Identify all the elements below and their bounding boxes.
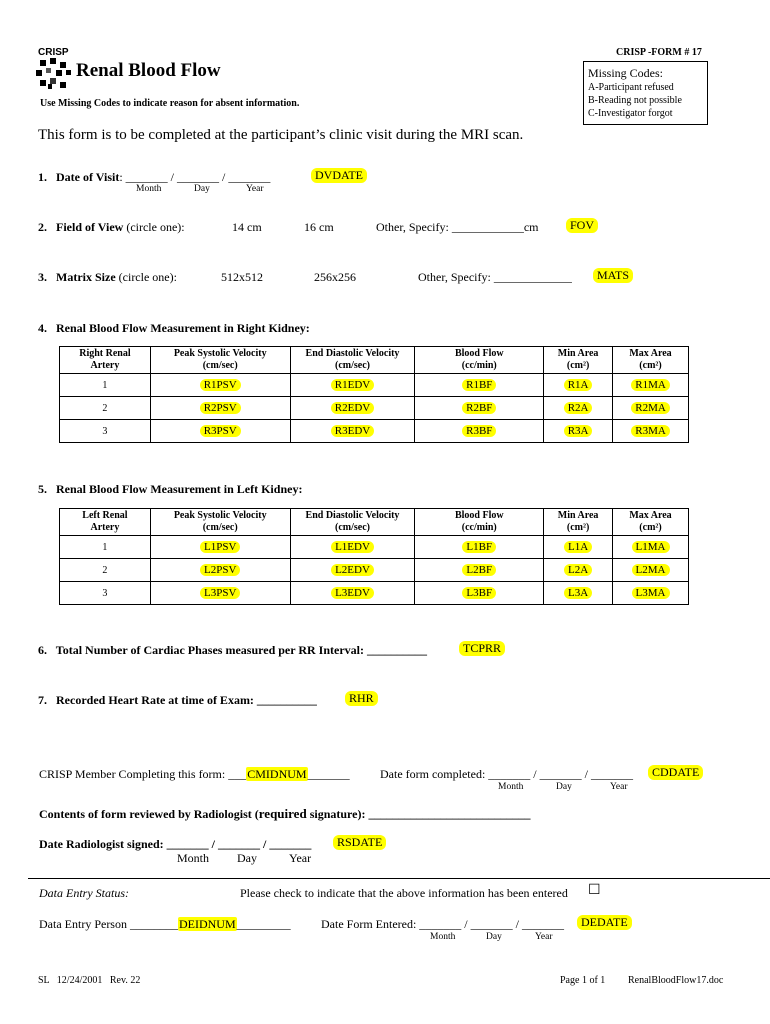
missing-codes-box [583, 61, 708, 125]
table-row [60, 536, 689, 559]
form-id: CRISP -FORM # 17 [616, 47, 702, 58]
q4 [38, 321, 310, 336]
rad-year-label: Year [289, 851, 312, 865]
edv-cell[interactable]: R3EDV [290, 420, 415, 443]
member-pre: CRISP Member Completing this form: ___ [39, 767, 247, 781]
missing-codes-instruction: Use Missing Codes to indicate reason for absent information. [40, 98, 300, 109]
q1-date-blanks[interactable]: : _______ / _______ / _______ [119, 170, 271, 184]
q1 [38, 170, 270, 185]
min-area-cell[interactable]: R2A [544, 397, 613, 420]
fov-option-14cm[interactable]: 14 cm [232, 220, 262, 234]
q2-label: Field of View [56, 220, 124, 234]
q5-label: Renal Blood Flow Measurement in Left Kidney: [56, 482, 303, 496]
q5-number: 5. [38, 482, 47, 496]
header-artery: Right Renal Artery [60, 347, 151, 374]
header-psv: Peak Systolic Velocity (cm/sec) [150, 347, 290, 374]
header-min-area: Min Area (cm²) [544, 347, 613, 374]
psv-cell[interactable]: L3PSV [150, 582, 290, 605]
header-bf: Blood Flow (cc/min) [415, 509, 544, 536]
min-area-cell[interactable]: R1A [544, 374, 613, 397]
edv-cell[interactable]: R2EDV [290, 397, 415, 420]
footer-filename: RenalBloodFlow17.doc [628, 975, 724, 986]
intro-text: This form is to be completed at the participant’s clinic visit during the MRI scan. [38, 127, 524, 143]
q2-code: FOV [566, 218, 598, 233]
member-code: CMIDNUM [247, 767, 307, 781]
missing-code-c: C-Investigator forgot [588, 108, 673, 119]
radiologist-date-code: RSDATE [333, 835, 386, 850]
max-area-cell[interactable]: L3MA [613, 582, 689, 605]
data-entry-status: Data Entry Status: [39, 886, 129, 900]
footer-page: Page 1 of 1 [560, 975, 606, 986]
bf-cell[interactable]: R1BF [415, 374, 544, 397]
data-entry-check-text: Please check to indicate that the above information has been entered [240, 886, 568, 900]
person-code: DEIDNUM [178, 917, 236, 931]
artery-num: 2 [60, 397, 151, 420]
matrix-option-other[interactable]: Other, Specify: _____________ [418, 270, 572, 284]
missing-codes-title: Missing Codes: [588, 66, 664, 80]
completed-day-label: Day [556, 782, 572, 792]
person-pre: Data Entry Person ________ [39, 917, 178, 931]
bf-cell[interactable]: L2BF [415, 559, 544, 582]
member-line[interactable] [39, 767, 350, 782]
psv-cell[interactable]: L2PSV [150, 559, 290, 582]
table-row [60, 397, 689, 420]
crisp-logo-icon [36, 58, 72, 90]
psv-cell[interactable]: R1PSV [150, 374, 290, 397]
right-kidney-table [59, 346, 689, 443]
date-form-entered[interactable]: Date Form Entered: _______ / _______ / _______ [321, 917, 564, 931]
artery-num: 2 [60, 559, 151, 582]
q4-number: 4. [38, 321, 47, 335]
q3-hint: (circle one): [118, 270, 177, 284]
review-text-b: signature): ___________________________ [306, 807, 531, 821]
psv-cell[interactable]: R3PSV [150, 420, 290, 443]
entered-day-label: Day [486, 932, 502, 942]
review-required: required [258, 806, 307, 821]
section-divider [28, 878, 770, 879]
table-header-row [60, 509, 689, 536]
entered-year-label: Year [535, 932, 553, 942]
q7 [38, 693, 317, 708]
header-edv: End Diastolic Velocity (cm/sec) [290, 509, 415, 536]
q1-month-label: Month [136, 184, 162, 194]
q1-number: 1. [38, 170, 47, 184]
fov-option-other[interactable]: Other, Specify: ____________cm [376, 220, 539, 234]
table-row [60, 374, 689, 397]
completed-year-label: Year [610, 782, 628, 792]
q4-label: Renal Blood Flow Measurement in Right Kidney: [56, 321, 310, 335]
q7-number: 7. [38, 693, 47, 707]
bf-cell[interactable]: L3BF [415, 582, 544, 605]
bf-cell[interactable]: L1BF [415, 536, 544, 559]
header-edv: End Diastolic Velocity (cm/sec) [290, 347, 415, 374]
bf-cell[interactable]: R3BF [415, 420, 544, 443]
entered-month-label: Month [430, 932, 456, 942]
header-max-area: Max Area (cm²) [613, 347, 689, 374]
q3-number: 3. [38, 270, 47, 284]
psv-cell[interactable]: L1PSV [150, 536, 290, 559]
max-area-cell[interactable]: L1MA [613, 536, 689, 559]
min-area-cell[interactable]: L2A [544, 559, 613, 582]
matrix-option-256[interactable]: 256x256 [314, 270, 356, 284]
q7-label[interactable]: Recorded Heart Rate at time of Exam: __________ [56, 693, 317, 707]
matrix-option-512[interactable]: 512x512 [221, 270, 263, 284]
max-area-cell[interactable]: R2MA [613, 397, 689, 420]
artery-num: 3 [60, 582, 151, 605]
q3 [38, 270, 177, 285]
min-area-cell[interactable]: L1A [544, 536, 613, 559]
radiologist-review[interactable] [39, 806, 530, 822]
table-header-row [60, 347, 689, 374]
person-post: _________ [236, 917, 291, 931]
edv-cell[interactable]: R1EDV [290, 374, 415, 397]
fov-option-16cm[interactable]: 16 cm [304, 220, 334, 234]
q6-label[interactable]: Total Number of Cardiac Phases measured per RR Interval: __________ [55, 643, 428, 657]
missing-code-b: B-Reading not possible [588, 95, 682, 106]
form-title: Renal Blood Flow [76, 60, 221, 81]
header-artery: Left Renal Artery [60, 509, 151, 536]
max-area-cell[interactable]: R3MA [613, 420, 689, 443]
min-area-cell[interactable]: L3A [544, 582, 613, 605]
header-min-area: Min Area (cm²) [544, 509, 613, 536]
member-post: _______ [307, 767, 350, 781]
q7-code: RHR [345, 691, 378, 706]
header-max-area: Max Area (cm²) [613, 509, 689, 536]
artery-num: 3 [60, 420, 151, 443]
min-area-cell[interactable]: R3A [544, 420, 613, 443]
q1-code: DVDATE [311, 168, 367, 183]
artery-num: 1 [60, 374, 151, 397]
table-row [60, 559, 689, 582]
q2-number: 2. [38, 220, 47, 234]
header-psv: Peak Systolic Velocity (cm/sec) [150, 509, 290, 536]
review-text-a: Contents of form reviewed by Radiologist ( [39, 807, 259, 821]
data-entry-person[interactable] [39, 917, 291, 932]
table-row [60, 420, 689, 443]
bf-cell[interactable]: R2BF [415, 397, 544, 420]
edv-cell[interactable]: L2EDV [290, 559, 415, 582]
q1-day-label: Day [194, 184, 210, 194]
q1-label: Date of Visit [56, 170, 120, 184]
max-area-cell[interactable]: L2MA [613, 559, 689, 582]
q1-year-label: Year [246, 184, 264, 194]
org-label: CRISP [38, 47, 69, 58]
completed-date[interactable]: Date form completed: _______ / _______ / _______ [380, 767, 633, 781]
q2 [38, 220, 185, 235]
q5 [38, 482, 302, 497]
q3-label: Matrix Size [56, 270, 116, 284]
q6-number: 6. [38, 643, 47, 657]
rad-month-label: Month [177, 851, 210, 865]
edv-cell[interactable]: L3EDV [290, 582, 415, 605]
artery-num: 1 [60, 536, 151, 559]
psv-cell[interactable]: R2PSV [150, 397, 290, 420]
entered-date-code: DEDATE [577, 915, 632, 930]
max-area-cell[interactable]: R1MA [613, 374, 689, 397]
left-kidney-table [59, 508, 689, 605]
footer-revision: SL 12/24/2001 Rev. 22 [38, 975, 141, 986]
header-bf: Blood Flow (cc/min) [415, 347, 544, 374]
radiologist-date[interactable]: Date Radiologist signed: _______ / _______ / _______ [39, 837, 312, 851]
completed-month-label: Month [498, 782, 524, 792]
q3-code: MATS [593, 268, 633, 283]
missing-code-a: A-Participant refused [588, 82, 674, 93]
rad-day-label: Day [237, 851, 257, 865]
data-entered-checkbox[interactable]: ☐ [588, 882, 601, 898]
table-row [60, 582, 689, 605]
completed-date-code: CDDATE [648, 765, 703, 780]
q2-hint: (circle one): [126, 220, 185, 234]
edv-cell[interactable]: L1EDV [290, 536, 415, 559]
q6-code: TCPRR [459, 641, 505, 656]
q6 [38, 643, 427, 658]
